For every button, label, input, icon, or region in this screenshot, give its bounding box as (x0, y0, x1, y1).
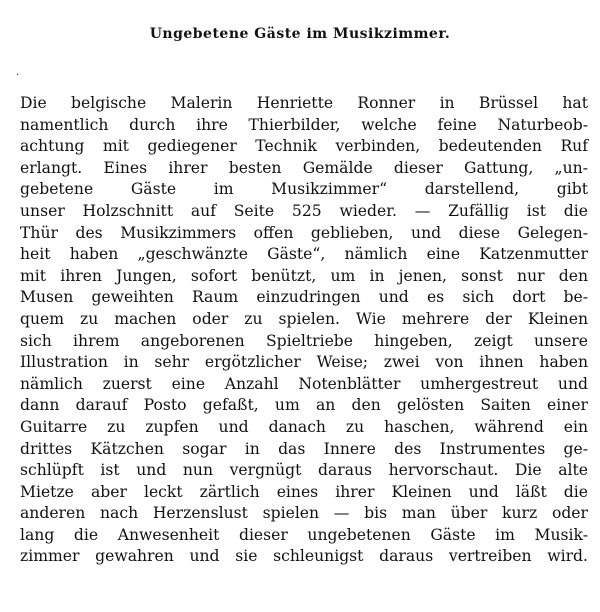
body-line-11: quem zu machen oder zu spielen. Wie mehrere der Kleinen (20, 309, 588, 328)
article-title: Ungebetene Gäste im Musikzimmer. (149, 26, 451, 42)
body-line-2: namentlich durch ihre Thierbilder, welche feine Naturbeob- (20, 115, 588, 134)
body-line-5: gebetene Gäste im Musikzimmer“ darstellend, gibt (20, 180, 588, 199)
body-line-18: schlüpft ist und nun vergnügt daraus hervorschaut. Die alte (20, 461, 588, 480)
body-line-4: erlangt. Eines ihrer besten Gemälde dieser Gattung, „un- (20, 158, 588, 177)
body-line-19: Mietze aber leckt zärtlich eines ihrer Kleinen und läßt die (20, 482, 588, 501)
body-line-20: anderen nach Herzenslust spielen — bis man über kurz oder (20, 504, 588, 523)
body-line-15: dann darauf Posto gefaßt, um an den gelösten Saiten einer (20, 396, 588, 415)
body-line-6: unser Holzschnitt auf Seite 525 wieder. — Zufällig ist die (20, 201, 588, 220)
body-line-10: Musen geweihten Raum einzudringen und es sich dort be- (20, 288, 588, 307)
body-line-17: drittes Kätzchen sogar in das Innere des Instrumentes ge- (20, 439, 588, 458)
article-body (20, 93, 588, 568)
body-line-14: nämlich zuerst eine Anzahl Notenblätter umhergestreut und (20, 374, 588, 393)
body-line-12: sich ihrem angeborenen Spieltriebe hingeben, zeigt unsere (20, 331, 588, 350)
body-line-1: Die belgische Malerin Henriette Ronner in Brüssel hat (20, 94, 588, 112)
body-line-3: achtung mit gediegener Technik verbinden, bedeutenden Ruf (20, 137, 588, 156)
body-line-7: Thür des Musikzimmers offen geblieben, und diese Gelegen- (20, 223, 588, 242)
body-line-8: heit haben „geschwänzte Gäste“, nämlich eine Katzenmutter (20, 245, 588, 264)
body-line-9: mit ihren Jungen, sofort benützt, um in jenen, sonst nur den (20, 266, 588, 285)
stray-mark: . (16, 67, 20, 78)
body-line-13: Illustration in sehr ergötzlicher Weise; zwei von ihnen haben (20, 353, 588, 372)
body-line-22: zimmer gewahren und sie schleunigst daraus vertreiben wird. (20, 547, 588, 566)
body-line-21: lang die Anwesenheit dieser ungebetenen Gäste im Musik- (20, 525, 588, 544)
body-line-16: Guitarre zu zupfen und danach zu haschen, während ein (20, 417, 588, 436)
